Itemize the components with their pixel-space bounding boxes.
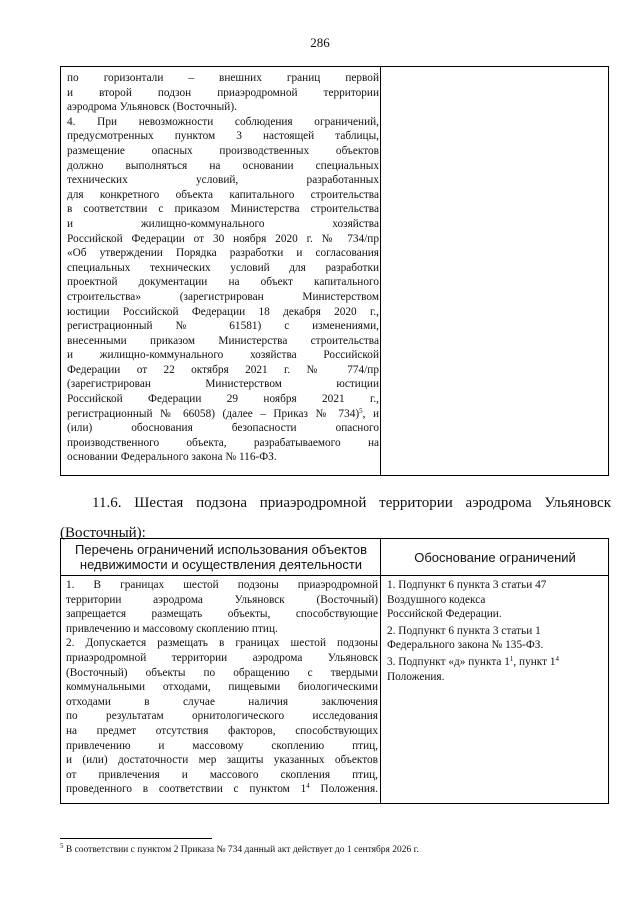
text-line: «Об утверждении Порядка разработки и согласования (67, 247, 379, 260)
footnote-text: В соответствии с пунктом 2 Приказа № 734 данный акт действует до 1 сентября 2026 г. (63, 845, 419, 855)
text-line: и жилищно-коммунального хозяйства Российской (67, 349, 379, 362)
text-line: в соответствии с приказом Министерства строительства (67, 203, 379, 216)
header-line: Перечень ограничений использования объектов (75, 542, 367, 557)
text-line: по горизонтали – внешних границ первой (67, 72, 379, 84)
column-divider (380, 539, 381, 803)
text-line: для конкретного объекта капитального строительства (67, 188, 379, 201)
superscript: 4 (555, 654, 560, 663)
text-line: Федерации от 22 октября 2021 г. № 774/пр (67, 363, 379, 376)
footnote-reference: 5 (359, 406, 363, 415)
justification-item (387, 655, 605, 684)
text-line: Российской Федерации 29 ноября 2021 г., (67, 393, 379, 406)
text-line: Воздушного кодекса (387, 593, 486, 606)
text-line: Российской Федерации. (387, 608, 502, 621)
text-line: внесенными приказом Министерства строительства (67, 334, 379, 347)
text-line: территории аэродрома Ульяновск (Восточный) (66, 593, 378, 606)
heading-line: 11.6. Шестая подзона приаэродромной территории аэродрома Ульяновск (92, 495, 611, 511)
text-fragment: , пункт 1 (513, 655, 556, 668)
text-line: 2. Допускается размещать в границах шестой подзоны (66, 637, 378, 650)
superscript: 4 (306, 782, 310, 791)
text-line: технических условий, разработанных (67, 174, 379, 187)
text-fragment: Положения. (309, 783, 378, 796)
restrictions-cell (66, 578, 378, 797)
text-line: Положения. (387, 670, 445, 683)
justification-item (387, 624, 605, 653)
text-line: аэродрома Ульяновск (Восточный). (67, 101, 237, 114)
text-line: запрещается размещать объекты, способствующие (66, 608, 378, 621)
text-line: регистрационный № 61581) с изменениями, (67, 320, 379, 333)
text-fragment: регистрационный № 66058) (далее – Приказ № 734) (67, 407, 360, 420)
text-line: от привлечения и массового скопления птиц, (66, 768, 378, 781)
text-line: привлечению и массовому скоплению птиц, (66, 739, 378, 752)
text-line: по результатам орнитологического исследования (66, 710, 378, 723)
text-line: и жилищно-коммунального хозяйства (67, 217, 379, 230)
text-line: 1. В границах шестой подзоны приаэродромной (66, 579, 378, 591)
text-fragment: 3. Подпункт «д» пункта 1 (387, 655, 510, 668)
column-divider (380, 67, 381, 475)
text-line: специальных технических условий для разработки (67, 261, 379, 274)
text-line: Федерального закона № 135-ФЗ. (387, 639, 544, 652)
text-line: размещение опасных производственных объектов (67, 144, 379, 157)
text-line: основании Федерального закона № 116-ФЗ. (67, 451, 277, 464)
continuation-table (60, 66, 609, 476)
text-line: привлечению и массовому скоплению птиц. (66, 622, 278, 635)
text-line: производственного объекта, разрабатываемого на (67, 436, 379, 449)
text-line: коммунальными отходами, пищевыми биологическими (66, 681, 378, 694)
text-fragment: , и (362, 407, 379, 420)
text-line: 1. Подпункт 6 пункта 3 статьи 47 (387, 579, 547, 591)
text-line: отходами в случае наличия заключения (66, 695, 378, 708)
footnote (60, 842, 610, 855)
restrictions-table (60, 538, 609, 804)
text-line-with-superscript (66, 782, 378, 797)
text-line: должно выполняться на основании специальных (67, 159, 379, 172)
text-line: на предмет отсутствия факторов, способствующих (66, 724, 378, 737)
text-line: (зарегистрирован Министерством юстиции (67, 378, 379, 391)
text-line: приаэродромной территории аэродрома Ульяновск (66, 651, 378, 664)
text-line: Российской Федерации от 30 ноября 2020 г. № 734/пр (67, 232, 379, 245)
text-line: 4. При невозможности соблюдения ограничений, (67, 115, 379, 128)
column-header-justification: Обоснование ограничений (414, 550, 576, 565)
text-line: строительства» (зарегистрирован Министерством (67, 290, 379, 303)
restrictions-cell (67, 71, 379, 465)
footnote-mark: 5 (60, 842, 64, 850)
text-line: предусмотренных пунктом 3 настоящей таблицы, (67, 130, 379, 143)
justification-cell (387, 578, 605, 686)
text-line: проектной документации на объект капитального (67, 276, 379, 289)
page-number: 286 (310, 35, 330, 50)
text-line: и (или) достаточности мер защиты указанных объектов (66, 754, 378, 767)
text-line: юстиции Российской Федерации 18 декабря 2020 г., (67, 305, 379, 318)
header-line: недвижимости и осуществления деятельности (79, 557, 363, 572)
text-fragment: проведенного в соответствии с пунктом 1 (66, 783, 307, 796)
column-header-restrictions (63, 542, 379, 572)
text-line: 2. Подпункт 6 пункта 3 статьи 1 (387, 624, 541, 637)
heading-line: (Восточный): (60, 525, 146, 541)
text-line: (или) обоснования безопасности опасного (67, 422, 379, 435)
header-divider (61, 575, 608, 576)
superscript: 1 (509, 654, 514, 663)
text-line: (Восточный) объекты по обращению с твердыми (66, 666, 378, 679)
footnote-separator (60, 838, 212, 839)
text-line-with-footnote (67, 407, 379, 422)
justification-item (387, 578, 605, 622)
text-line: и второй подзон приаэродромной территории (67, 86, 379, 99)
text-line-with-superscript (387, 655, 605, 670)
